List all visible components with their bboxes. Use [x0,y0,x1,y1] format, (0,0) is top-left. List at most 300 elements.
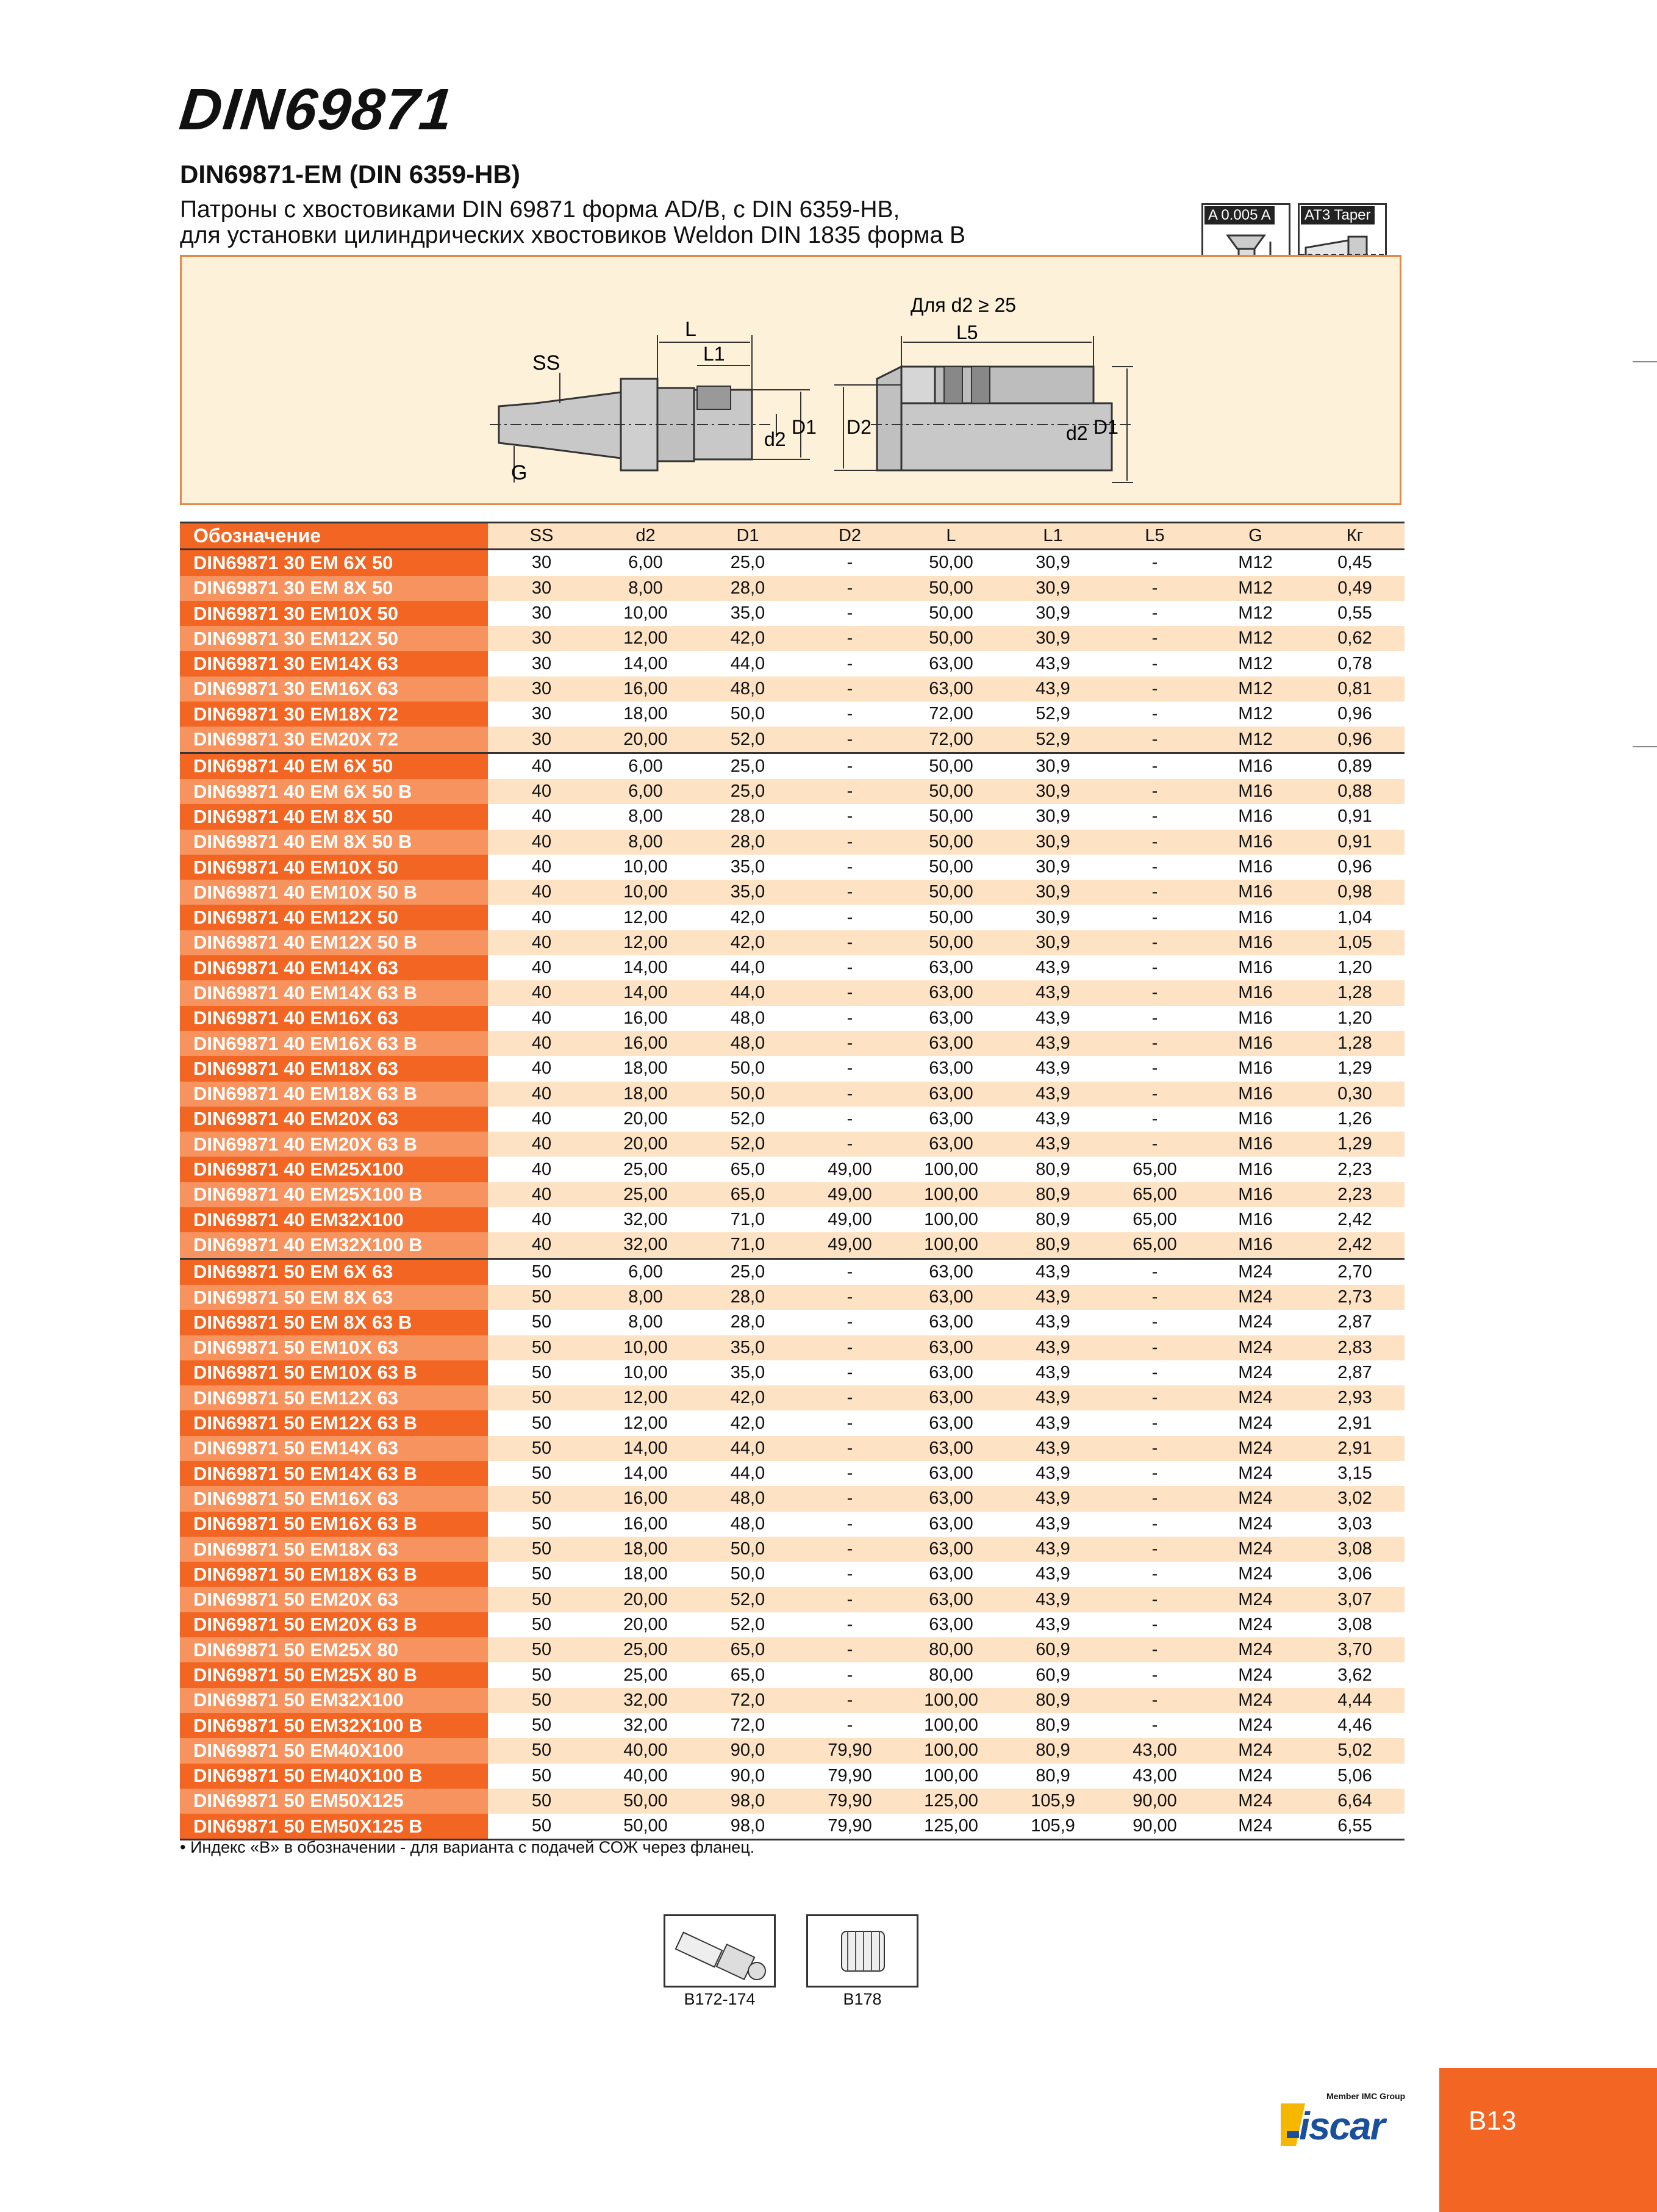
value-cell: - [800,830,900,855]
value-cell: - [1104,1259,1206,1285]
value-cell: 63,00 [900,1385,1002,1410]
value-cell: 80,00 [900,1637,1002,1662]
value-cell: 65,0 [696,1157,800,1182]
value-cell: M24 [1206,1637,1305,1662]
page-number: B13 [1469,2106,1517,2136]
value-cell: M24 [1206,1335,1305,1360]
reference-label-b172: B172-174 [684,1990,756,2008]
value-cell: 4,46 [1305,1713,1405,1738]
value-cell: 90,00 [1104,1814,1206,1840]
designation-cell: DIN69871 40 EM10X 50 B [180,880,488,905]
value-cell: 50 [488,1385,595,1410]
value-cell: 50 [488,1310,595,1335]
value-cell: 50,00 [900,779,1002,804]
value-cell: 14,00 [595,1436,696,1461]
value-cell: 79,90 [800,1814,900,1840]
value-cell: 100,00 [900,1713,1002,1738]
value-cell: M24 [1206,1738,1305,1763]
designation-cell: DIN69871 50 EM50X125 B [180,1814,488,1840]
designation-cell: DIN69871 50 EM16X 63 [180,1486,488,1511]
table-row [180,1461,1405,1486]
table-row [180,905,1405,930]
value-cell: - [1104,855,1206,880]
designation-cell: DIN69871 50 EM14X 63 [180,1436,488,1461]
value-cell: 65,00 [1104,1157,1206,1182]
value-cell: 6,64 [1305,1789,1405,1814]
value-cell: 42,0 [696,626,800,651]
value-cell: - [800,1360,900,1385]
value-cell: 50,00 [900,601,1002,626]
value-cell: 43,00 [1104,1738,1206,1763]
column-header: D2 [800,523,900,550]
value-cell: 50,0 [696,1537,800,1562]
value-cell: 1,28 [1305,1031,1405,1056]
value-cell: - [800,1259,900,1285]
value-cell: M16 [1206,1207,1305,1232]
value-cell: 43,9 [1002,1335,1104,1360]
value-cell: 65,00 [1104,1182,1206,1207]
value-cell: - [1104,1385,1206,1410]
table-row [180,677,1405,702]
table-row [180,1562,1405,1587]
value-cell: 50 [488,1537,595,1562]
value-cell: 50,00 [900,830,1002,855]
value-cell: 98,0 [696,1789,800,1814]
value-cell: 12,00 [595,930,696,955]
value-cell: - [800,677,900,702]
value-cell: 14,00 [595,980,696,1005]
value-cell: 30,9 [1002,855,1104,880]
value-cell: - [800,1436,900,1461]
value-cell: 35,0 [696,1360,800,1385]
value-cell: 63,00 [900,1006,1002,1031]
reference-b172-174[interactable] [664,1914,776,1988]
designation-cell: DIN69871 30 EM14X 63 [180,651,488,676]
value-cell: 0,30 [1305,1082,1405,1107]
label-l5: L5 [956,321,978,343]
value-cell: 28,0 [696,1310,800,1335]
value-cell: 40 [488,905,595,930]
value-cell: 43,9 [1002,1537,1104,1562]
value-cell: 50 [488,1410,595,1435]
value-cell: 100,00 [900,1157,1002,1182]
value-cell: 6,00 [595,1259,696,1285]
value-cell: 6,00 [595,753,696,779]
designation-cell: DIN69871 50 EM16X 63 B [180,1512,488,1537]
designation-cell: DIN69871 40 EM32X100 B [180,1232,488,1259]
label-d1-left: D1 [792,416,817,438]
value-cell: 3,07 [1305,1587,1405,1612]
value-cell: 63,00 [900,1461,1002,1486]
diagram-note: Для d2 ≥ 25 [911,294,1017,316]
value-cell: - [800,1713,900,1738]
value-cell: M24 [1206,1410,1305,1435]
value-cell: - [800,779,900,804]
value-cell: - [800,955,900,980]
value-cell: 40 [488,1157,595,1182]
value-cell: 125,00 [900,1814,1002,1840]
value-cell: - [800,1385,900,1410]
value-cell: 25,0 [696,753,800,779]
value-cell: 0,45 [1305,550,1405,576]
page-title: DIN69871 [176,77,457,142]
designation-cell: DIN69871 30 EM 8X 50 [180,576,488,601]
column-header: L [900,523,1002,550]
value-cell: 50 [488,1738,595,1763]
designation-cell: DIN69871 30 EM18X 72 [180,702,488,727]
label-g: G [511,461,528,484]
value-cell: 48,0 [696,1006,800,1031]
value-cell: 71,0 [696,1232,800,1259]
value-cell: - [800,1410,900,1435]
value-cell: 49,00 [800,1157,900,1182]
value-cell: 90,0 [696,1764,800,1789]
value-cell: 40 [488,1082,595,1107]
value-cell: 0,98 [1305,880,1405,905]
table-row [180,804,1405,829]
column-header: L1 [1002,523,1104,550]
value-cell: 12,00 [595,626,696,651]
value-cell: 2,70 [1305,1259,1405,1285]
value-cell: M16 [1206,1031,1305,1056]
designation-cell: DIN69871 50 EM20X 63 [180,1587,488,1612]
value-cell: 50,0 [696,1082,800,1107]
value-cell: 63,00 [900,1360,1002,1385]
value-cell: 50 [488,1360,595,1385]
value-cell: 50,00 [900,753,1002,779]
value-cell: 44,0 [696,955,800,980]
value-cell: 50 [488,1259,595,1285]
value-cell: 72,0 [696,1688,800,1713]
value-cell: 80,9 [1002,1764,1104,1789]
value-cell: - [800,626,900,651]
value-cell: M12 [1206,651,1305,676]
table-row [180,626,1405,651]
table-row [180,1006,1405,1031]
designation-cell: DIN69871 50 EM32X100 B [180,1713,488,1738]
table-row [180,1157,1405,1182]
value-cell: - [1104,1360,1206,1385]
value-cell: 32,00 [595,1207,696,1232]
value-cell: 16,00 [595,1486,696,1511]
value-cell: M16 [1206,880,1305,905]
value-cell: M16 [1206,955,1305,980]
designation-cell: DIN69871 30 EM12X 50 [180,626,488,651]
value-cell: 43,9 [1002,1587,1104,1612]
value-cell: 2,93 [1305,1385,1405,1410]
value-cell: 40 [488,1031,595,1056]
value-cell: 1,04 [1305,905,1405,930]
value-cell: 1,20 [1305,955,1405,980]
value-cell: 8,00 [595,804,696,829]
table-row [180,1310,1405,1335]
value-cell: M16 [1206,753,1305,779]
value-cell: 25,00 [595,1157,696,1182]
value-cell: 63,00 [900,651,1002,676]
value-cell: 2,87 [1305,1360,1405,1385]
value-cell: 16,00 [595,1006,696,1031]
value-cell: 50,00 [900,930,1002,955]
value-cell: 3,62 [1305,1662,1405,1687]
value-cell: 52,9 [1002,702,1104,727]
value-cell: - [1104,980,1206,1005]
value-cell: 80,00 [900,1662,1002,1687]
designation-cell: DIN69871 50 EM12X 63 B [180,1410,488,1435]
label-l: L [685,318,696,341]
value-cell: 43,9 [1002,1285,1104,1310]
value-cell: 50 [488,1486,595,1511]
value-cell: 28,0 [696,1285,800,1310]
value-cell: 5,02 [1305,1738,1405,1763]
value-cell: 105,9 [1002,1789,1104,1814]
value-cell: 43,00 [1104,1764,1206,1789]
value-cell: 49,00 [800,1232,900,1259]
designation-cell: DIN69871 50 EM 8X 63 [180,1285,488,1310]
value-cell: 30,9 [1002,779,1104,804]
designation-cell: DIN69871 40 EM 8X 50 B [180,830,488,855]
value-cell: 71,0 [696,1207,800,1232]
value-cell: 63,00 [900,1285,1002,1310]
value-cell: 2,73 [1305,1285,1405,1310]
value-cell: - [800,930,900,955]
value-cell: 1,29 [1305,1132,1405,1157]
value-cell: 40 [488,1232,595,1259]
value-cell: - [1104,1436,1206,1461]
value-cell: - [1104,1637,1206,1662]
value-cell: 63,00 [900,677,1002,702]
designation-cell: DIN69871 40 EM20X 63 [180,1107,488,1132]
value-cell: M12 [1206,550,1305,576]
value-cell: 12,00 [595,905,696,930]
value-cell: - [800,1562,900,1587]
label-d2-right: D2 [846,416,871,438]
value-cell: 40 [488,855,595,880]
value-cell: 40 [488,1182,595,1207]
value-cell: - [1104,880,1206,905]
value-cell: 48,0 [696,1512,800,1537]
table-row [180,1738,1405,1763]
value-cell: - [800,1335,900,1360]
value-cell: 30 [488,576,595,601]
value-cell: - [1104,727,1206,753]
value-cell: 79,90 [800,1738,900,1763]
value-cell: 0,96 [1305,702,1405,727]
value-cell: M24 [1206,1436,1305,1461]
value-cell: 63,00 [900,1486,1002,1511]
value-cell: 50 [488,1814,595,1840]
drawing-panel [180,255,1401,505]
value-cell: 30 [488,702,595,727]
value-cell: 50 [488,1512,595,1537]
value-cell: 18,00 [595,1537,696,1562]
table-row [180,727,1405,753]
value-cell: M24 [1206,1461,1305,1486]
value-cell: 20,00 [595,727,696,753]
value-cell: 0,96 [1305,727,1405,753]
value-cell: M24 [1206,1764,1305,1789]
value-cell: M16 [1206,1082,1305,1107]
value-cell: - [800,576,900,601]
value-cell: 3,06 [1305,1562,1405,1587]
value-cell: 43,9 [1002,980,1104,1005]
label-d1-right: D1 [1093,416,1118,438]
table-row [180,1436,1405,1461]
value-cell: 8,00 [595,1285,696,1310]
value-cell: 2,91 [1305,1410,1405,1435]
value-cell: 50 [488,1461,595,1486]
value-cell: - [1104,626,1206,651]
value-cell: 52,9 [1002,727,1104,753]
value-cell: 80,9 [1002,1182,1104,1207]
value-cell: - [1104,1612,1206,1637]
value-cell: M24 [1206,1587,1305,1612]
value-cell: 42,0 [696,930,800,955]
label-ss: SS [532,351,560,375]
value-cell: 63,00 [900,1612,1002,1637]
value-cell: 80,9 [1002,1232,1104,1259]
value-cell: 25,00 [595,1637,696,1662]
value-cell: 50,00 [595,1789,696,1814]
designation-cell: DIN69871 40 EM12X 50 [180,905,488,930]
value-cell: 2,42 [1305,1207,1405,1232]
value-cell: 0,49 [1305,576,1405,601]
value-cell: 80,9 [1002,1688,1104,1713]
value-cell: 12,00 [595,1410,696,1435]
reference-b178[interactable] [806,1914,918,1988]
value-cell: M24 [1206,1814,1305,1840]
value-cell: - [800,651,900,676]
value-cell: M16 [1206,1182,1305,1207]
value-cell: - [800,1310,900,1335]
value-cell: 18,00 [595,1056,696,1081]
value-cell: - [1104,576,1206,601]
section-title: DIN69871-EM (DIN 6359-HB) [180,160,520,189]
value-cell: - [1104,1335,1206,1360]
value-cell: 50 [488,1688,595,1713]
designation-cell: DIN69871 50 EM10X 63 B [180,1360,488,1385]
value-cell: - [1104,1285,1206,1310]
table-row [180,702,1405,727]
designation-cell: DIN69871 40 EM25X100 [180,1157,488,1182]
taper-label: AT3 Taper [1301,206,1375,224]
value-cell: 48,0 [696,1486,800,1511]
value-cell: - [1104,651,1206,676]
value-cell: M12 [1206,601,1305,626]
value-cell: 10,00 [595,601,696,626]
value-cell: 50,00 [595,1814,696,1840]
value-cell: - [1104,1537,1206,1562]
value-cell: M16 [1206,1056,1305,1081]
value-cell: 30,9 [1002,830,1104,855]
value-cell: 40,00 [595,1738,696,1763]
subtitle-line-1: Патроны с хвостовиками DIN 69871 форма AD/B, с DIN 6359-HB, [180,196,900,223]
value-cell: 63,00 [900,1512,1002,1537]
value-cell: 43,9 [1002,1512,1104,1537]
table-row [180,1385,1405,1410]
table-row [180,1285,1405,1310]
value-cell: 2,83 [1305,1335,1405,1360]
table-row [180,980,1405,1005]
value-cell: - [800,1082,900,1107]
value-cell: 50 [488,1436,595,1461]
value-cell: 30,9 [1002,550,1104,576]
value-cell: 3,08 [1305,1537,1405,1562]
value-cell: 25,00 [595,1182,696,1207]
value-cell: 63,00 [900,980,1002,1005]
designation-cell: DIN69871 50 EM25X 80 B [180,1662,488,1687]
designation-cell: DIN69871 40 EM10X 50 [180,855,488,880]
value-cell: 50,00 [900,905,1002,930]
value-cell: 40 [488,779,595,804]
value-cell: 20,00 [595,1107,696,1132]
value-cell: - [800,1587,900,1612]
value-cell: 32,00 [595,1232,696,1259]
value-cell: 35,0 [696,855,800,880]
value-cell: 35,0 [696,1335,800,1360]
value-cell: - [800,1056,900,1081]
value-cell: - [1104,1006,1206,1031]
value-cell: 4,44 [1305,1688,1405,1713]
value-cell: 42,0 [696,1385,800,1410]
value-cell: - [800,601,900,626]
value-cell: 5,06 [1305,1764,1405,1789]
designation-cell: DIN69871 50 EM32X100 [180,1688,488,1713]
value-cell: 100,00 [900,1688,1002,1713]
value-cell: - [1104,804,1206,829]
value-cell: 43,9 [1002,1107,1104,1132]
value-cell: 48,0 [696,1031,800,1056]
value-cell: 50,0 [696,702,800,727]
value-cell: 65,00 [1104,1232,1206,1259]
value-cell: - [1104,779,1206,804]
designation-cell: DIN69871 40 EM32X100 [180,1207,488,1232]
value-cell: - [800,727,900,753]
value-cell: - [800,1486,900,1511]
value-cell: M24 [1206,1360,1305,1385]
margin-tick [1633,361,1657,362]
value-cell: 43,9 [1002,677,1104,702]
value-cell: M24 [1206,1285,1305,1310]
table-row [180,1713,1405,1738]
margin-tick [1633,746,1657,747]
value-cell: 1,05 [1305,930,1405,955]
value-cell: 1,26 [1305,1107,1405,1132]
value-cell: M16 [1206,1232,1305,1259]
designation-cell: DIN69871 40 EM 8X 50 [180,804,488,829]
value-cell: 100,00 [900,1764,1002,1789]
value-cell: 14,00 [595,651,696,676]
value-cell: 79,90 [800,1789,900,1814]
value-cell: 50 [488,1285,595,1310]
value-cell: - [1104,702,1206,727]
value-cell: 72,00 [900,727,1002,753]
value-cell: M16 [1206,980,1305,1005]
logo-name: iscar [1299,2104,1384,2148]
value-cell: 50,00 [900,880,1002,905]
value-cell: 100,00 [900,1207,1002,1232]
value-cell: - [1104,1562,1206,1587]
value-cell: M16 [1206,804,1305,829]
column-header: d2 [595,523,696,550]
value-cell: 52,0 [696,1587,800,1612]
value-cell: - [800,550,900,576]
designation-cell: DIN69871 50 EM12X 63 [180,1385,488,1410]
value-cell: 49,00 [800,1207,900,1232]
value-cell: - [800,1461,900,1486]
value-cell: 35,0 [696,601,800,626]
value-cell: 79,90 [800,1764,900,1789]
value-cell: 40 [488,1056,595,1081]
